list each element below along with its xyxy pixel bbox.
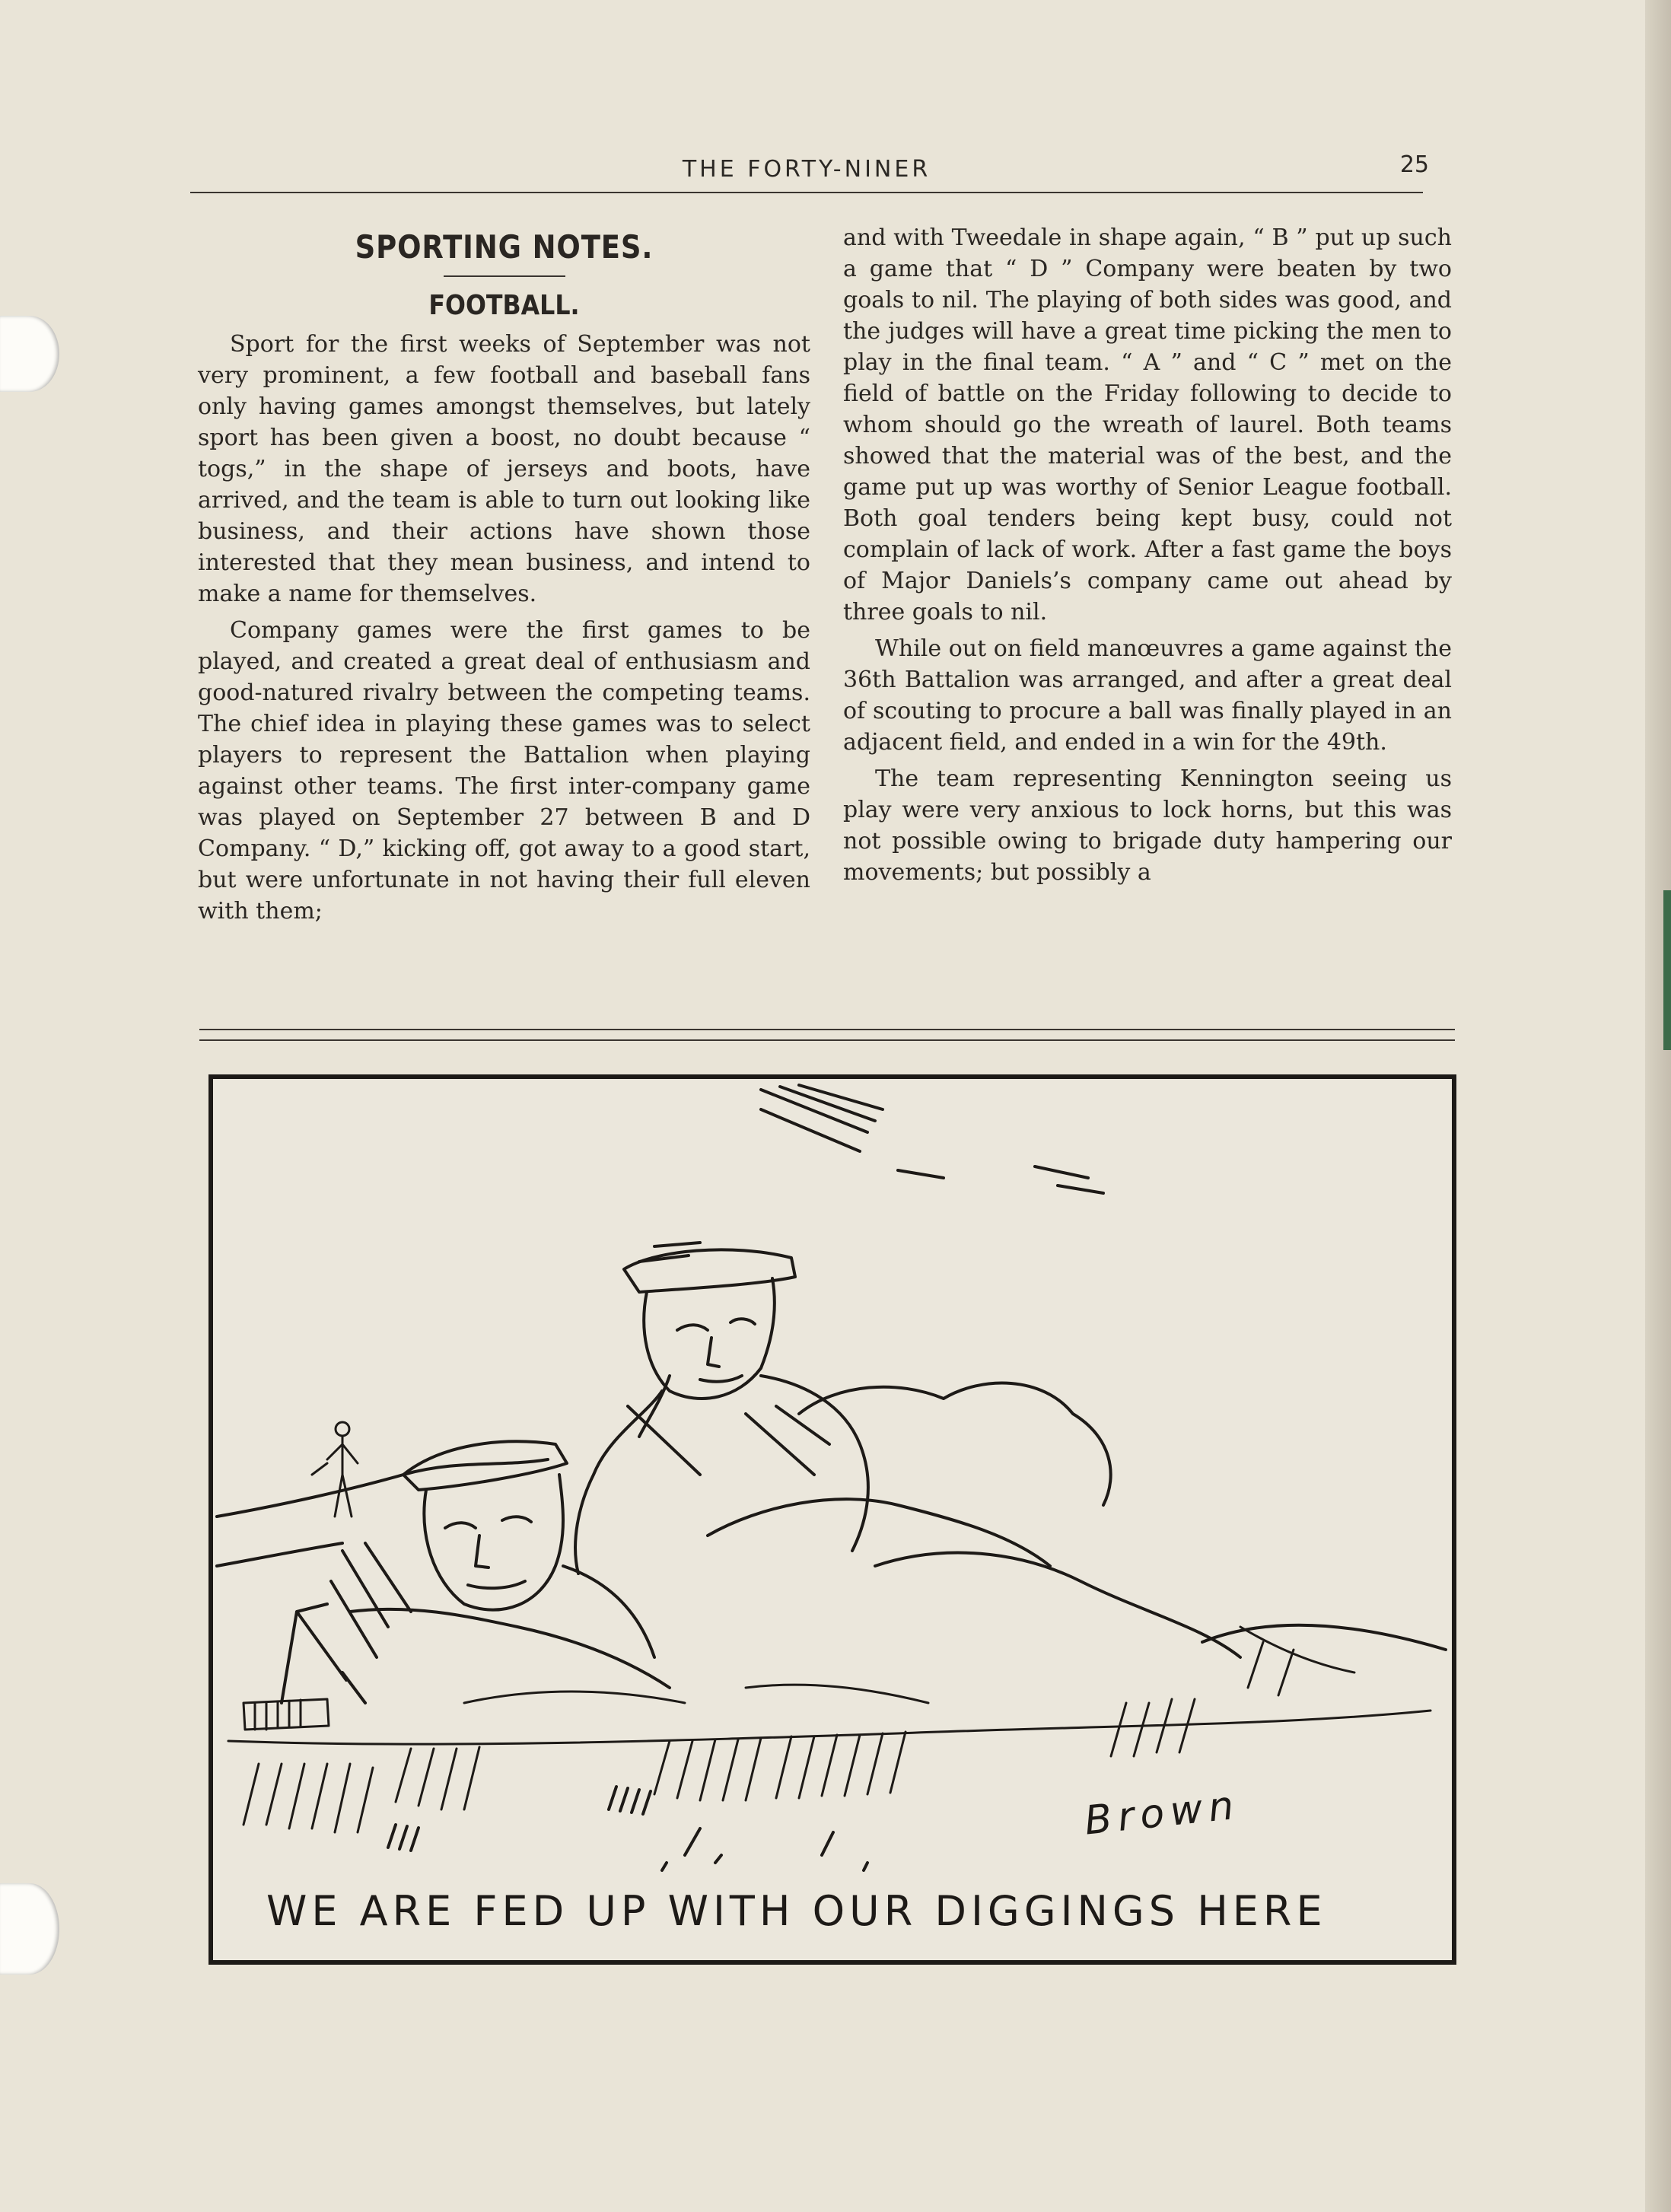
article-title: SPORTING NOTES. <box>355 228 654 266</box>
green-tab <box>1663 890 1671 1050</box>
soldier-sitting <box>575 1249 868 1574</box>
paragraph: The team representing Kennington seeing us play were very anxious to lock horns, but this was not possible owing to brigade duty hampering our movements; but possibly a <box>843 765 1452 886</box>
left-column <box>198 221 810 927</box>
ground-hatching <box>228 1627 1431 1832</box>
right-column <box>843 222 1452 888</box>
paragraph: Sport for the first weeks of September was not very prominent, a few football and baseball fans only having games amongst themselves, but lately sport has been given a boost, no doubt because “ togs,” in the shape of jerseys and boots, have arrived, and the team is able to turn out looking like business, and their actions have shown those interested that they mean business, and intend to make a name for themselves. <box>198 331 810 607</box>
sky-strokes <box>639 1085 1103 1262</box>
punch-hole <box>0 1883 59 1975</box>
publication-title: THE FORTY-NINER <box>682 156 931 183</box>
soldier-lying <box>331 1441 670 1688</box>
section-rule <box>199 1039 1455 1041</box>
trench-debris <box>243 1699 329 1730</box>
page-number: 25 <box>1399 151 1429 178</box>
cartoon-signature: Brown <box>1082 1782 1242 1844</box>
cartoon-drawing <box>213 1079 1452 1960</box>
punch-hole <box>0 316 59 392</box>
running-head <box>190 151 1429 186</box>
section-rule <box>199 1029 1455 1030</box>
title-rule <box>444 275 565 277</box>
paragraph: and with Tweedale in shape again, “ B ” put up such a game that “ D ” Company were beaten by two goals to nil. The playing of both sides was good, and the judges will have a great time picking the men to play in the final team. “ A ” and “ C ” met on the field of battle on the Friday following to decide to whom should go the wreath of laurel. Both teams showed that the material was of the best, and the game put up was worthy of Senior League football. Both goal tenders being kept busy, could not complain of lack of work. After a fast game the boys of Major Daniels’s company came out ahead by three goals to nil. <box>843 224 1452 625</box>
hills <box>217 1383 1446 1657</box>
cartoon-caption: WE ARE FED UP WITH OUR DIGGINGS HERE <box>266 1887 1327 1935</box>
paragraph: While out on field manœuvres a game against the 36th Battalion was arranged, and after a great deal of scouting to procure a ball was finally played in an adjacent field, and ended in a win for the 49th. <box>843 635 1452 756</box>
header-rule <box>190 192 1423 193</box>
cartoon <box>208 1074 1456 1965</box>
section-heading: FOOTBALL. <box>428 290 580 321</box>
foreground-strokes <box>388 1787 867 1870</box>
page-edge <box>1645 0 1671 2212</box>
paragraph: Company games were the first games to be played, and created a great deal of enthusiasm and good-natured rivalry between the competing teams. The chief idea in playing these games was to select players to represent the Battalion when playing against other teams. The first inter-company game was played on September 27 between B and D Company. “ D,” kicking off, got away to a good start, but were unfortunate in not having their full eleven with them; <box>198 617 810 925</box>
distant-soldier <box>312 1422 358 1517</box>
